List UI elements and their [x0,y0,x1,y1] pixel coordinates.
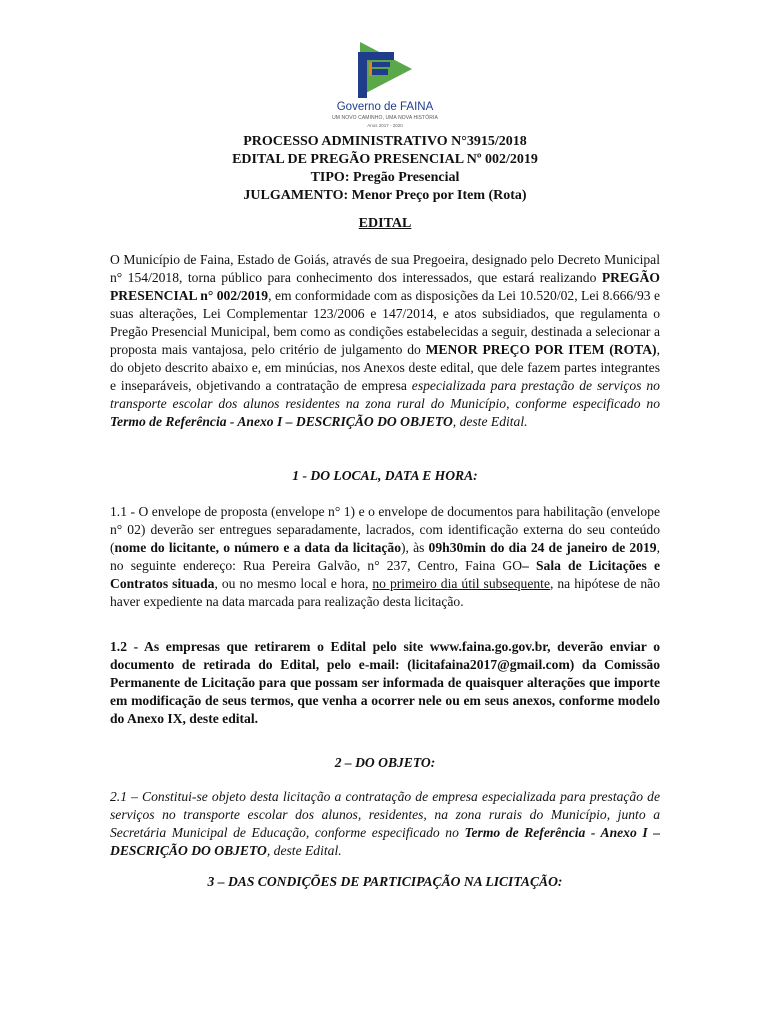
intro-bold-1: PREGÃO PRESENCIAL n° 002/2019 [110,270,660,303]
edital-title: EDITAL [358,216,412,231]
faina-logo-icon [350,38,420,100]
s11-bold-2: 09h30min do dia 24 de janeiro de 2019 [428,540,657,555]
tipo: TIPO: Pregão Presencial [310,170,460,185]
logo-slogan: UM NOVO CAMINHO, UMA NOVA HISTÓRIA [332,115,438,121]
s11-text-3: , no seguinte endereço: Rua Pereira Galvão, n° 237, Centro, Faina GO [110,540,661,573]
s11-text-5: , na hipótese de não haver expediente na data marcada para realização desta licitação. [110,576,660,609]
edital-number: EDITAL DE PREGÃO PRESENCIAL Nº 002/2019 [232,152,538,167]
s21-italic-1: 2.1 – Constitui-se objeto desta licitação a contratação de empresa especializada para prestação de serviços no transporte escolar dos alunos, residentes, na zona rurais do Município, junto a Secretária Municipal de Educação, conforme especificado no [110,789,660,840]
logo-name: Governo de FAINA [336,101,434,113]
section-2-title: 2 – DO OBJETO: [334,755,436,770]
section-3-title: 3 – DAS CONDIÇÕES DE PARTICIPAÇÃO NA LICITAÇÃO: [207,874,563,889]
intro-bold-italic-1: Termo de Referência - Anexo I – DESCRIÇÃO DO OBJETO [110,414,453,429]
julgamento: JULGAMENTO: Menor Preço por Item (Rota) [243,188,527,203]
intro-bold-2: MENOR PREÇO POR ITEM (ROTA) [425,342,657,357]
section-1-1-paragraph [110,503,660,611]
s11-bold-3: – Sala de Licitações e Contratos situada [110,558,660,591]
intro-italic-2: , deste Edital. [452,414,528,429]
section-1-2-paragraph: 1.2 - As empresas que retirarem o Edital pelo site www.faina.go.gov.br, deverão enviar o documento de retirada do Edital, pelo e-mail: (licitafaina2017@gmail.com) da Comissão Permanente de Licitação para que possam ser informada de quaisquer alterações que importe em modificação de seus termos, que venha a ocorrer nele ou em seus anexos, conforme modelo do Anexo IX, deste edital. [110,639,660,726]
s11-text-1: 1.1 - O envelope de proposta (envelope n° 1) e o envelope de documentos para habilitação (envelope n° 02) deverão ser entregues separadamente, lacrados, com identificação externa do seu conteúdo ( [110,504,660,555]
s21-bold-italic-1: Termo de Referência - Anexo I – DESCRIÇÃO DO OBJETO [110,825,660,858]
faina-logo [300,38,470,133]
s11-text-2: ), às [401,540,429,555]
intro-text-1: O Município de Faina, Estado de Goiás, através de sua Pregoeira, designado pelo Decreto Municipal n° 154/2018, torna público para conhecimento dos interessados, que estará realizando [110,252,660,285]
section-2-1-paragraph [110,788,660,860]
intro-text-2: , em conformidade com as disposições da Lei 10.520/02, Lei 8.666/93 e suas alterações, Lei Complementar 123/2006 e 147/2014, e atos subsidiados, que regulamenta o Pregão Presencial Municipal, bem como as condições estabelecidas a seguir, destinada a selecionar a proposta mais vantajosa, pelo critério de julgamento do [110,288,661,357]
intro-paragraph [110,251,660,431]
intro-italic-1: especializada para prestação de serviços no transporte escolar dos alunos residentes na zona rural do Município, conforme especificado no [110,378,660,411]
document-header [0,133,770,205]
s11-bold-1: nome do licitante, o número e a data da licitação [114,540,402,555]
section-1-title: 1 - DO LOCAL, DATA E HORA: [292,468,478,483]
s21-italic-2: , deste Edital. [266,843,342,858]
s11-text-4: , ou no mesmo local e hora, [214,576,373,591]
process-number: PROCESSO ADMINISTRATIVO N°3915/2018 [243,134,527,149]
logo-years: Anos 2017 - 2020 [367,123,403,128]
s11-underline-1: no primeiro dia útil subsequente [372,576,550,591]
intro-text-3: , do objeto descrito abaixo e, em minúcias, nos Anexos deste edital, que dele fazem partes integrantes e inseparáveis, objetivando a contratação de empresa [110,342,660,393]
